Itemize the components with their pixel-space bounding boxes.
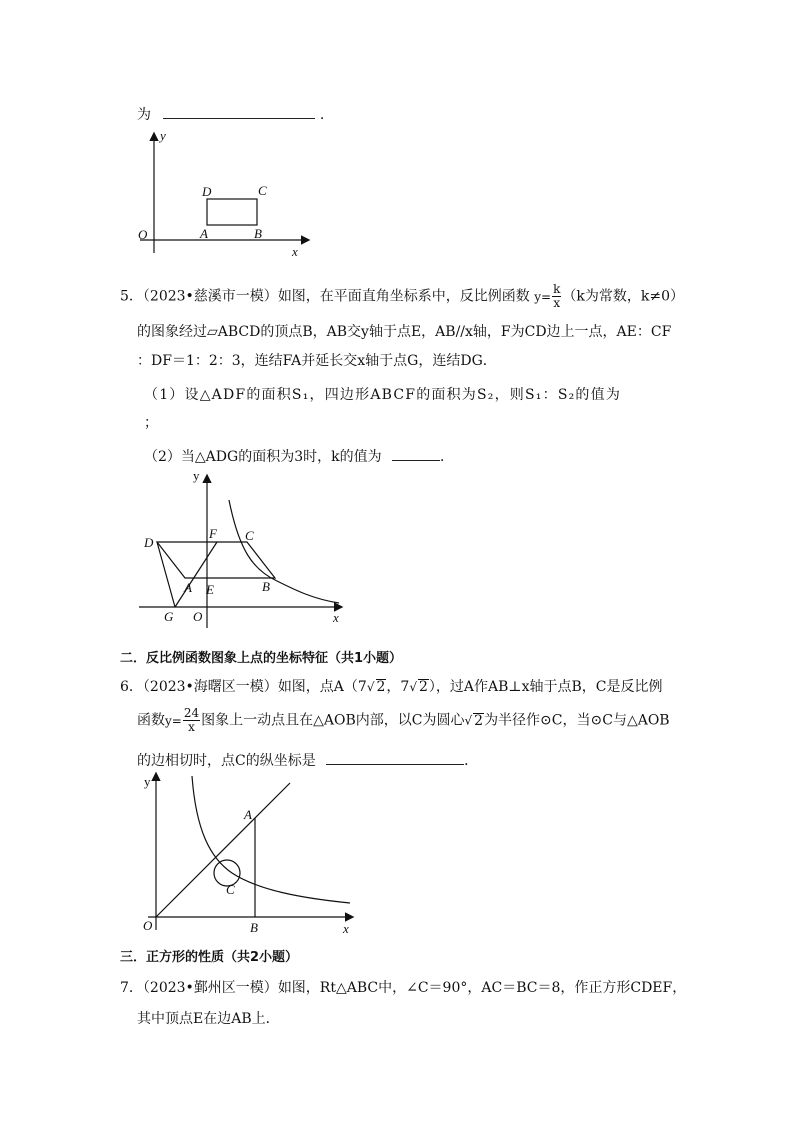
label-y: y <box>193 468 200 483</box>
q5-text-1: 如图，在平面直角坐标系中，反比例函数 <box>277 288 530 305</box>
q5-line2: 的图象经过▱ABCD的顶点B，AB交y轴于点E，AB//x轴，F为CD边上一点，AE：CF <box>137 324 672 340</box>
section-2-heading: 二．反比例函数图象上点的坐标特征（共1小题） <box>120 651 403 666</box>
label-a: A <box>200 226 208 241</box>
q7-text-1: 如图，Rt△ABC中，∠C＝90°，AC＝BC＝8，作正方形CDEF， <box>277 980 687 996</box>
label-x: x <box>292 244 298 259</box>
q6-text-1: 如图，点A（7 <box>277 679 367 695</box>
q6-comma: ，7 <box>386 679 410 695</box>
label-b: B <box>250 920 258 935</box>
label-d: D <box>202 184 212 199</box>
q6-end: ． <box>464 753 479 769</box>
q5-part2-text: （2）当△ADG的面积为3时，k的值为 <box>144 449 382 465</box>
q6-line3 <box>137 750 478 770</box>
label-a: A <box>184 580 192 595</box>
label-o: O <box>138 227 148 242</box>
q5-part2 <box>144 446 454 466</box>
q6-function: y= $\frac{24}{x}$ <box>165 706 200 734</box>
q5-answer-blank[interactable] <box>392 446 440 461</box>
label-d: D <box>144 535 154 550</box>
label-g: G <box>164 609 174 624</box>
q5-part1: （1）设△ADF的面积S₁，四边形ABCF的面积为S₂，则S₁：S₂的值为 <box>144 387 622 403</box>
q5-part2-end: ． <box>440 449 455 465</box>
q7-number: 7． <box>120 980 143 996</box>
q5-line3: ：DF＝1：2：3，连结FA并延长交x轴于点G，连结DG． <box>137 353 497 369</box>
q6-sqrt2-c: 2 <box>474 712 484 729</box>
label-x: x <box>333 610 339 625</box>
q6-number: 6． <box>120 679 143 695</box>
q7-line1 <box>120 977 686 997</box>
q6-answer-blank[interactable] <box>326 750 464 765</box>
label-y: y <box>160 128 166 143</box>
label-b: B <box>254 226 262 241</box>
q6-sqrt2-a: 2 <box>376 679 386 695</box>
q6-line1: 6．（2023•海曙区一模）如图，点A（7√ 2，7√ 2），过A作AB⊥x轴于点B，C是反比例 <box>120 679 663 695</box>
q6-text-6: 的边相切时，点C的纵坐标是 <box>137 753 316 769</box>
label-o: O <box>193 609 203 624</box>
label-y: y <box>144 774 151 789</box>
q5-source: （2023•慈溪市一模） <box>142 288 278 305</box>
q7-source: （2023•鄞州区一模） <box>142 980 278 996</box>
q7-line2: 其中顶点E在边AB上． <box>137 1011 280 1027</box>
label-a: A <box>244 807 252 822</box>
line-oa <box>156 783 290 917</box>
answer-blank[interactable] <box>163 104 315 119</box>
figure-parallelogram-hyperbola <box>135 468 350 628</box>
label-o: O <box>143 918 153 933</box>
figure-triangle-circle <box>140 770 360 940</box>
q6-text-2: ），过A作AB⊥x轴于点B，C是反比例 <box>428 679 663 695</box>
q6-line2: 函数y= $\frac{24}{x}$ 图象上一动点且在△AOB内部，以C为圆心√ 2为半径作⊙C，当⊙C与△AOB <box>137 706 670 734</box>
q5-function: y= $\frac{k}{x}$ <box>534 282 561 310</box>
q5-part1-end: ； <box>144 415 158 431</box>
label-b: B <box>262 579 270 594</box>
top-prefix: 为 <box>137 107 151 123</box>
q5-number: 5． <box>120 288 143 305</box>
section-3-heading: 三．正方形的性质（共2小题） <box>120 950 299 965</box>
label-c: C <box>226 882 235 897</box>
label-e: E <box>206 582 214 597</box>
q6-text-3: 函数 <box>137 712 165 729</box>
label-x: x <box>343 921 349 936</box>
q5-text-2: （k为常数，k≠0） <box>562 288 684 305</box>
label-c: C <box>258 183 267 198</box>
top-suffix: . <box>319 107 325 123</box>
q6-text-5: 为半径作⊙C，当⊙C与△AOB <box>484 712 670 729</box>
q6-source: （2023•海曙区一模） <box>142 679 278 695</box>
q6-sqrt2-b: 2 <box>419 679 428 695</box>
label-f: F <box>209 526 217 541</box>
q6-text-4: 图象上一动点且在△AOB内部，以C为圆心 <box>201 712 465 729</box>
parallelogram <box>157 542 275 578</box>
hyperbola <box>192 776 350 903</box>
hyperbola <box>229 500 339 603</box>
rectangle <box>207 199 257 225</box>
label-c: C <box>245 528 254 543</box>
figure-rectangle-abcd <box>130 128 320 258</box>
q5-line1 <box>120 283 684 310</box>
top-answer-line <box>137 104 324 124</box>
